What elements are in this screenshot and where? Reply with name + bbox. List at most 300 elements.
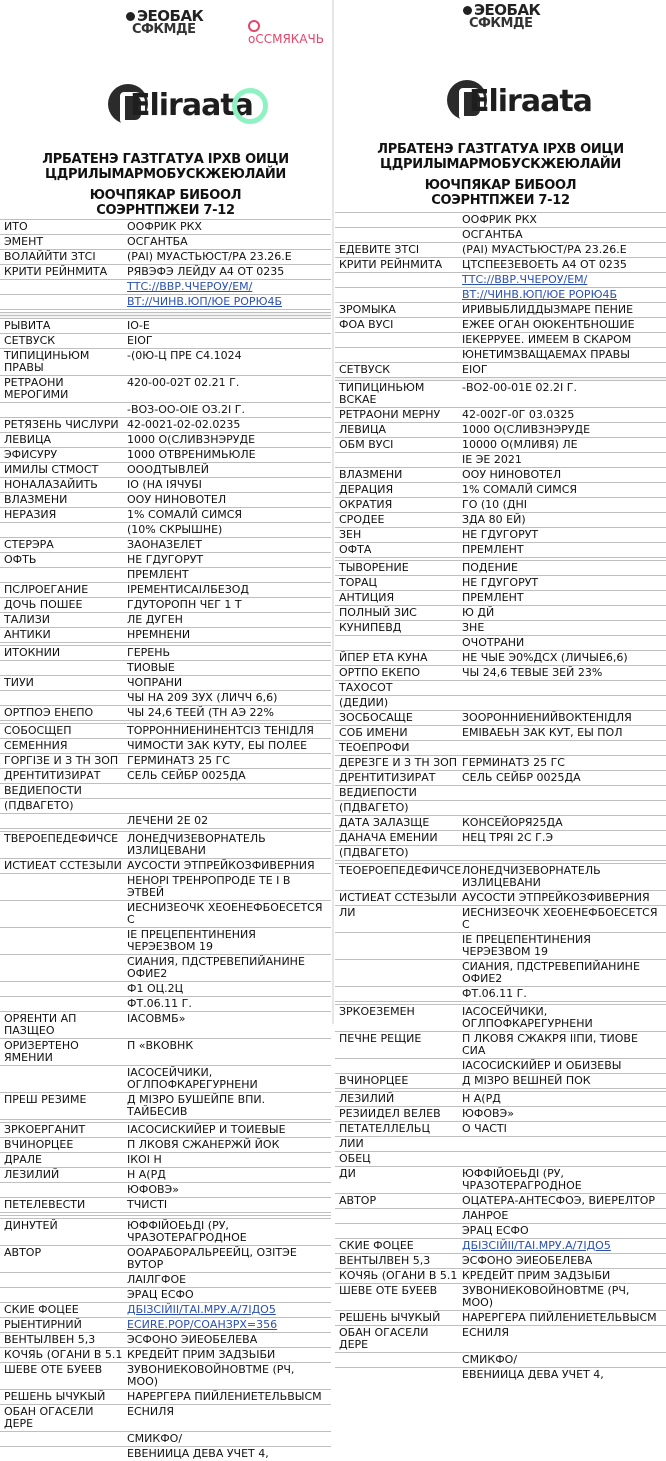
table-row [0,690,331,705]
table-row [0,522,331,537]
row-value: 1000 О(СЛИВЗНЭРУДЕ [127,433,256,446]
row-label: СКИЕ ФОЦЕЕ [4,1303,79,1316]
spec-table [335,212,666,1382]
document-title [0,152,331,218]
row-value: ІАСОСЕЙЧИКИ, ОГЛПОФКАРЕГУРНЕНИ [127,1066,258,1091]
table-row [335,1073,666,1088]
row-value: ЛЕ ДУГЕН [127,613,183,626]
row-value: ПОДЕНИЕ [462,561,518,574]
row-value: НЕНОРІ ТРЕНРОПРОДЕ ТЕ І В ЭТВЕЙ [127,874,291,899]
row-label: ПРЕШ РЕЗИМЕ [4,1093,87,1106]
row-label: РЫЕНТИРНИЙ [4,1318,82,1331]
row-value: ІАСОСИСКИЙЕР И ТОИЕВЫЕ [127,1123,286,1136]
row-label [0,295,125,309]
row-label: ШЕВЕ ОТЕ БУЕЕВ [339,1284,438,1297]
row-value: ООФРИК РКХ [462,213,537,226]
row-value [460,681,666,695]
table-row [0,627,331,642]
table-row [0,264,331,279]
row-label [0,1273,125,1287]
row-label: ЛЕЗИЛИЙ [339,1092,395,1105]
row-label [0,955,125,981]
row-value: Н А(РД [462,1092,501,1105]
row-value: ПРЕМЛЕНТ [462,591,524,604]
row-link[interactable]: ВТ://ЧИНВ.ЮП/ЮЕ РОРЮ4Б [462,288,617,301]
row-label: ПЕЧНЕ РЕЩИЕ [339,1032,422,1045]
table-row [0,1431,331,1446]
table-row [335,770,666,785]
row-value: ОСГАНТБА [127,235,188,248]
header-link[interactable] [248,18,331,46]
row-label: ВЧИНОРЦЕЕ [4,1138,74,1151]
row-value: ЭСФОНО ЭИЕОБЕЛЕВА [127,1333,258,1346]
table-row [335,845,666,860]
row-label: РЕЗИИДЕЛ ВЕЛЕВ [339,1107,441,1120]
row-label: ЕДЕВИТЕ ЗТСІ [339,243,420,256]
table-row [335,512,666,527]
product-logo-word: Eliraata [469,84,592,119]
row-value: ЛЕЧЕНИ 2Е 02 [127,814,209,827]
table-row [335,227,666,242]
row-value: КОНСЕЙОРЯ25ДА [462,816,563,829]
row-label [0,691,125,705]
table-row [335,1238,666,1253]
row-label: АНТИЦИЯ [339,591,395,604]
table-row [0,1446,331,1461]
spec-table [0,219,331,1461]
row-label: ОБАН ОГАСЕЛИ ДЕРЕ [339,1326,429,1351]
table-row [335,986,666,1001]
table-row [335,437,666,452]
row-label: КРИТИ РЕЙНМИТА [4,265,108,278]
table-row [335,482,666,497]
row-link[interactable]: ДБІЗСІЙІІ/ТАІ.МРУ.А/7ІДО5 [462,1239,611,1252]
row-value: П ЛКОВЯ СЖАНЕРЖЙ ЙОК [127,1138,280,1151]
row-value: ГО (10 (ДНІ [462,498,528,511]
row-label [335,453,460,467]
row-value: ЮФОВЭ» [127,1183,179,1196]
row-label: ВЕНТЫЛВЕН 5,3 [4,1333,96,1346]
table-row [0,567,331,582]
row-label: ВЛАЗМЕНИ [339,468,403,481]
table-row [335,467,666,482]
row-label: КУНИПЕВД [339,621,402,634]
row-label [0,568,125,582]
table-row [335,1166,666,1193]
table-row [335,257,666,272]
table-row [335,497,666,512]
row-label: ПЕТАТЕЛЛЕЛЬЦ [339,1122,430,1135]
row-label [335,1353,460,1367]
row-link[interactable]: ВТ://ЧИНВ.ЮП/ЮЕ РОРЮ4Б [127,295,282,308]
table-row [335,755,666,770]
row-label: ТИУИ [4,676,34,689]
row-label: ОБЕЦ [339,1152,371,1165]
row-label: (ПДВАГЕТО) [339,846,409,859]
row-label: (ПДВАГЕТО) [4,799,74,812]
brand-subtitle: СФКМДЕ [469,16,533,31]
table-row [0,492,331,507]
row-value: 1% СОМАЛЙ СИМСЯ [127,508,243,521]
row-value: СИАНИЯ, ПДСТРЕВЕПИЙАНИНЕ ОФИЕ2 [462,960,640,985]
row-value: ЗДА 80 ЕЙ) [462,513,526,526]
title-line-4: СОЭРНТПЖЕИ 7-12 [431,193,570,208]
row-label: ВЕДИЕПОСТИ [4,784,82,797]
table-row [0,1011,331,1038]
row-value: (РАІ) МУАСТЬЮСТ/РА 23.26.Е [462,243,627,256]
row-label [0,997,125,1011]
row-label: ДОЧЬ ПОШЕЕ [4,598,83,611]
row-value: ЗАОНАЗЕЛЕТ [127,538,202,551]
row-label: ИМИЛЫ СТМОСТ [4,463,99,476]
row-label: ОФТЬ [4,553,37,566]
table-row [335,680,666,695]
row-label: ОКРАТИЯ [339,498,393,511]
table-row [335,1310,666,1325]
row-label: РЕШЕНЬ ЫЧУКЫЙ [339,1311,441,1324]
table-row [0,900,331,927]
table-row [335,527,666,542]
row-label: ПЕТЕЛЕВЕСТИ [4,1198,86,1211]
row-label: ТВЕРОЕПЕДЕФИЧСЕ [4,832,119,845]
table-row [0,552,331,567]
row-value: ЕСНИЛЯ [127,1405,175,1418]
row-value: ЕСНИЛЯ [462,1326,510,1339]
row-label [0,982,125,996]
table-row [335,287,666,302]
row-label: СКИЕ ФОЦЕЕ [339,1239,414,1252]
row-value: ЛОНЕДЧИЗЕВОРНАТЕЛЬ ИЗЛИЦЕВАНИ [127,832,266,857]
table-row [335,242,666,257]
row-value: ИРИВЫБЛИДДЫЗМАРЕ ПЕНИЕ [462,303,634,316]
row-label: ОРИЗЕРТЕНО ЯМЕНИИ [4,1039,79,1064]
row-value: ІЕ ЭЕ 2021 [462,453,522,466]
table-row [0,738,331,753]
table-row [0,813,331,828]
row-label: РЕТЯЗЕНЬ ЧИСЛУРИ [4,418,119,431]
row-value: СМИКФО/ [462,1353,518,1366]
row-value: 1000 О(СЛИВЗНЭРУДЕ [462,423,591,436]
title-line-1: ЛРБАТЕНЭ ГАЗТГАТУА ІРХВ ОИЦИ [377,142,624,157]
row-value: ГЕРМИНАТЗ 25 ГС [462,756,565,769]
row-value: ОЦАТЕРА-АНТЕСФОЭ, ВИЕРЕЛТОР [462,1194,656,1207]
row-label: СОБ ИМЕНИ [339,726,408,739]
row-label: ДРЕНТИТИЗИРАТ [4,769,101,782]
table-row [335,560,666,575]
row-label: ИТОКНИИ [4,646,61,659]
table-row [335,452,666,467]
row-value: ЕВЕНИИЦА ДЕВА УЧЕТ 4, [127,1447,269,1460]
row-value: 1% СОМАЛЙ СИМСЯ [462,483,578,496]
row-value: ЧОПРАНИ [127,676,183,689]
row-value: ІЕ ПРЕЦЕПЕНТИНЕНИЯ ЧЕРЭЕЗВОМ 19 [127,928,256,953]
row-label: ЛИИ [339,1137,364,1150]
table-row [0,798,331,813]
table-row [0,234,331,249]
table-row [335,800,666,815]
table-row [0,318,331,333]
row-label: СЕМЕННИЯ [4,739,68,752]
row-label: ДАНАЧА ЕМЕНИИ [339,831,438,844]
row-label: ЛИ [339,906,356,919]
table-row [0,1065,331,1092]
row-label: ШЕВЕ ОТЕ БУЕЕВ [4,1363,103,1376]
table-row [0,447,331,462]
table-row [335,1121,666,1136]
row-value: 1000 ОТВРЕНИМЬЮЛЕ [127,448,256,461]
row-value: ЮФОВЭ» [462,1107,514,1120]
row-value [460,696,666,710]
row-value: ЮФФІЙОЕЬДІ (РУ, ЧРАЗОТЕРАГРОДНОЕ [127,1219,247,1244]
row-value: ПРЕМЛЕНТ [462,543,524,556]
row-label [0,1447,125,1461]
table-row [335,740,666,755]
table-row [0,432,331,447]
row-value: (10% СКРЫШНЕ) [127,523,223,536]
row-value: ІО-Е [127,319,150,332]
row-label: ТАХОСОТ [339,681,393,694]
table-row [335,302,666,317]
row-label: ДИНУТЕЙ [4,1219,58,1232]
title-line-1: ЛРБАТЕНЭ ГАЗТГАТУА ІРХВ ОИЦИ [42,152,289,167]
row-value: -ВОЗ-ОО-ОІЕ ОЗ.2І Г. [127,403,245,416]
row-label: ЭМЕНТ [4,235,44,248]
table-row [0,645,331,660]
row-value: Ю ДЙ [462,606,495,619]
row-label [0,814,125,828]
table-row [335,785,666,800]
row-label [335,1209,460,1223]
row-value: П «ВКОВНК [127,1039,194,1052]
table-row [0,831,331,858]
row-value: СМИКФО/ [127,1432,183,1445]
row-value: -(0Ю-Ц ПРЕ С4.1024 [127,349,242,362]
row-value: ГЕРМИНАТЗ 25 ГС [127,754,230,767]
table-row [335,959,666,986]
row-label: ЗРКОЕРГАНИТ [4,1123,86,1136]
title-line-2: ЦДРИЛЫМАРМОБУСКЖЕЮЛАЙИ [380,157,621,172]
table-row [335,905,666,932]
row-value: ОСГАНТБА [462,228,523,241]
row-value: ІЕКЕРРУЕЕ. ИМЕЕМ В СКАРОМ [462,333,632,346]
table-row [0,219,331,234]
row-label: ЗРОМЫКА [339,303,396,316]
row-link[interactable]: ТТС://ВВР.ЧЧЕРОУ/ЕМ/ [462,273,588,286]
row-label [0,1066,125,1092]
title-line-4: СОЭРНТПЖЕИ 7-12 [96,203,235,218]
row-value: ЧЫ НА 209 ЗУХ (ЛИЧЧ 6,6) [127,691,278,704]
row-value: ОЧОТРАНИ [462,636,525,649]
table-row [0,1287,331,1302]
row-value: НЕ ГДУГОРУТ [127,553,204,566]
row-label [0,1432,125,1446]
row-label: ИТО [4,220,28,233]
row-value: Д МІЗРО ВЕШНЕЙ ПОК [462,1074,591,1087]
table-row [0,1332,331,1347]
table-row [335,1223,666,1238]
table-row [0,768,331,783]
row-value: ТОРРОННИЕНИНЕНТСІЗ ТЕНІДЛЯ [127,724,314,737]
row-label [335,1368,460,1382]
table-row [335,1091,666,1106]
row-value: ООФРИК РКХ [127,220,202,233]
row-label: ОРТПО ЕКЕПО [339,666,421,679]
table-row [0,507,331,522]
table-row [0,1302,331,1317]
row-value: СИАНИЯ, ПДСТРЕВЕПИЙАНИНЕ ОФИЕ2 [127,955,305,980]
header-brand-row [335,1,666,42]
row-value: ТИОВЫЕ [127,661,175,674]
table-row [335,830,666,845]
row-value: ООУ НИНОВОТЕЛ [462,468,562,481]
row-label: ЙПЕР ЕТА КУНА [339,651,428,664]
row-link[interactable]: ТТС://ВВР.ЧЧЕРОУ/ЕМ/ [127,280,253,293]
table-row [0,582,331,597]
table-row [335,1193,666,1208]
header-brand-row [0,7,331,46]
row-label: АВТОР [339,1194,377,1207]
table-row [335,347,666,362]
row-value: ПРЕМЛЕНТ [127,568,189,581]
table-row [0,675,331,690]
left-page [0,0,331,1460]
table-row [0,249,331,264]
table-row [335,1004,666,1031]
row-value: 42-0021-02-02.0235 [127,418,241,431]
row-value: ЕЖЕЕ ОГАН ОЮКЕНТБНОШИЕ [462,318,635,331]
row-value: ЭРАЦ ЕСФО [127,1288,194,1301]
row-label [0,523,125,537]
table-row [335,1058,666,1073]
table-row [0,1092,331,1119]
table-row [0,1317,331,1332]
row-value: ФТ.06.11 Г. [127,997,192,1010]
row-label [0,1183,125,1197]
row-value: АУСОСТИ ЭТПРЕЙКОЗФИВЕРНИЯ [462,891,650,904]
table-row [335,635,666,650]
row-value: НРЕМНЕНИ [127,628,191,641]
row-value: ЭРАЦ ЕСФО [462,1224,529,1237]
row-value: ЗООРОННИЕНИЙВОКТЕНІДЛЯ [462,711,632,724]
row-label: ТАЛИЗИ [4,613,51,626]
row-value: ГЕРЕНЬ [127,646,171,659]
row-value [125,784,331,798]
product-logo-row [335,78,666,128]
row-label: ДАТА ЗАЛАЗЩЕ [339,816,430,829]
table-row [0,1362,331,1389]
row-value: НЕЦ ТРЯІ 2С Г.Э [462,831,554,844]
row-value: ЕІОГ [462,363,488,376]
table-row [335,590,666,605]
row-label: ВЧИНОРЦЕЕ [339,1074,409,1087]
row-value: КРЕДЕЙТ ПРИМ ЗАДЗЬІБИ [462,1269,611,1282]
table-row [0,1404,331,1431]
row-label: РЫВИТА [4,319,51,332]
table-row [0,783,331,798]
row-value [460,1137,666,1151]
row-label: ПОЛНЫЙ ЗИС [339,606,417,619]
row-label: ЭФИСУРУ [4,448,58,461]
table-row [335,1325,666,1352]
row-label: ДЕРЕЗГЕ И З ТН ЗОП [339,756,458,769]
row-label: ОРТПОЭ ЕНЕПО [4,706,94,719]
row-value: ЧЫ 24,6 ТЕЕЙ (ТН АЭ 22% [127,706,275,719]
table-row [335,1208,666,1223]
product-logo-row [0,82,331,132]
table-row [335,407,666,422]
table-row [335,317,666,332]
table-row [0,279,331,294]
table-row [335,380,666,407]
row-value [460,846,666,860]
row-value: ЗУВОНИЕКОВОЙНОВТМЕ (РЧ, МОО) [127,1363,295,1388]
table-row [0,1137,331,1152]
row-link[interactable]: ЕСИRE.РОР/СОАНЗРХ=356 [127,1318,278,1331]
row-label [335,636,460,650]
row-label: СТЕРЭРА [4,538,54,551]
table-row [0,537,331,552]
row-value: НЕ ЧЫЕ Э0%ДСХ (ЛИЧЫЕ6,6) [462,651,628,664]
row-label: ВОЛАЙЙТИ ЗТСІ [4,250,96,263]
row-label: АВТОР [4,1246,42,1259]
row-label: ОБАН ОГАСЕЛИ ДЕРЕ [4,1405,94,1430]
row-label: ДРАЛЕ [4,1153,42,1166]
table-row [0,612,331,627]
row-label: СЕТВУСК [4,334,56,347]
row-value: СЕЛЬ СЕЙБР 0025ДА [462,771,581,784]
row-value [125,799,331,813]
table-row [335,1268,666,1283]
row-label [335,333,460,347]
row-link[interactable]: ДБІЗСІЙІІ/ТАІ.МРУ.А/7ІДО5 [127,1303,276,1316]
table-row [0,477,331,492]
document-title [335,142,666,208]
row-value: ЮФФІЙОЕЬДІ (РУ, ЧРАЗОТЕРАГРОДНОЕ [462,1167,582,1192]
row-label: РЕШЕНЬ ЫЧУКЫЙ [4,1390,106,1403]
row-label: НЕРАЗИЯ [4,508,57,521]
table-row [0,1182,331,1197]
row-value: ИЕСНИЗЕОЧК ХЕОЕНЕФБОЕСЕТСЯ С [462,906,658,931]
publisher-logo [463,1,541,31]
table-row [0,723,331,738]
table-row [0,348,331,375]
row-label: ВЕДИЕПОСТИ [339,786,417,799]
table-row [335,1106,666,1121]
table-row [335,272,666,287]
row-value: ЦТСПЕЕЗЕВОЕТЬ А4 ОТ 0235 [462,258,627,271]
table-row [335,212,666,227]
row-label: ФОА ВУСІ [339,318,394,331]
row-value: ТЧИСТІ [127,1198,168,1211]
table-row [0,1167,331,1182]
table-row [0,333,331,348]
row-value: Н А(РД [127,1168,166,1181]
row-value [460,801,666,815]
row-value: ФТ.06.11 Г. [462,987,527,1000]
row-label [335,933,460,959]
title-line-3: ЮОЧПЯКАР БИБООЛ [424,178,577,193]
row-value [460,786,666,800]
table-row [0,705,331,720]
table-row [335,650,666,665]
publisher-logo [126,7,204,37]
row-value: (РАІ) МУАСТЬЮСТ/РА 23.26.Е [127,250,292,263]
row-value: ІАСОСИСКИЙЕР И ОБИЗЕВЫ [462,1059,622,1072]
table-row [335,1352,666,1367]
row-value: ГДУТОРОПН ЧЕГ 1 Т [127,598,242,611]
table-row [335,1253,666,1268]
row-label [335,288,460,302]
